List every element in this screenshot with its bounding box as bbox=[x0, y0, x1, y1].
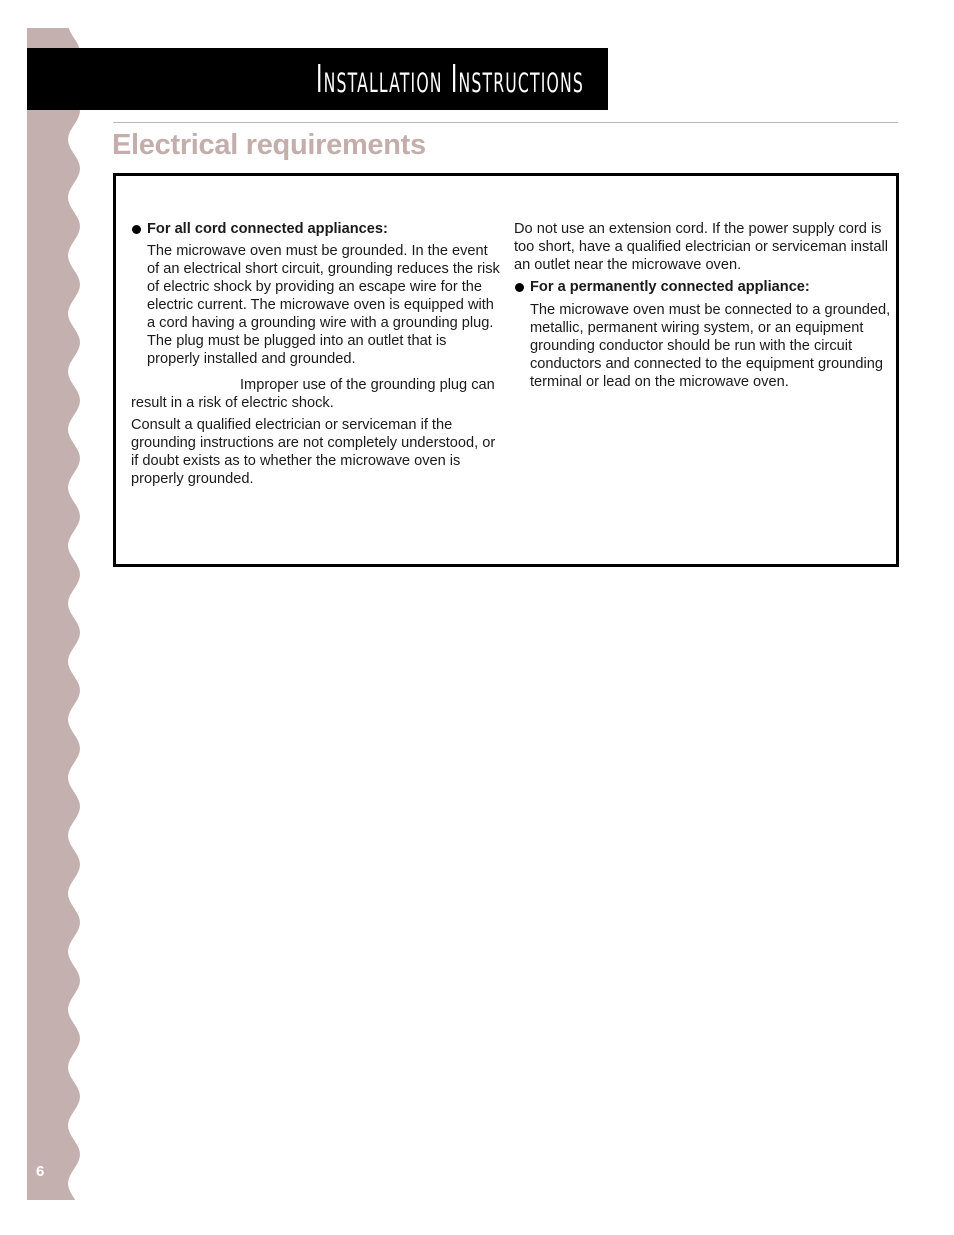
bullet-icon bbox=[132, 225, 141, 234]
bullet-heading-text: For all cord connected appliances: bbox=[147, 221, 388, 237]
content-box bbox=[113, 173, 899, 567]
bullet-icon bbox=[515, 283, 524, 292]
header-divider bbox=[113, 122, 898, 123]
bullet-heading-text: For a permanently connected appliance: bbox=[530, 279, 810, 295]
title-bar bbox=[27, 48, 608, 110]
page-title: Installation Instructions bbox=[316, 57, 584, 101]
left-column bbox=[131, 220, 501, 488]
grounding-paragraph: The microwave oven must be grounded. In the event of an electrical short circuit, grounding reduces the risk of electric shock by providing an escape wire for the electric current. The microwave oven is equipped with a cord having a grounding wire with a grounding plug. The plug must be plugged into an outlet that is properly installed and grounded. bbox=[147, 243, 500, 367]
decorative-wavy-band bbox=[27, 28, 87, 1200]
consult-paragraph: Consult a qualified electrician or serviceman if the grounding instructions are not completely understood, or if doubt exists as to whether the microwave oven is properly grounded. bbox=[131, 417, 496, 487]
page-number: 6 bbox=[36, 1163, 45, 1180]
warning-paragraph: Improper use of the grounding plug can result in a risk of electric shock. bbox=[131, 377, 495, 411]
bullet-heading-cord-connected bbox=[131, 220, 501, 238]
permanent-connection-paragraph: The microwave oven must be connected to a grounded, metallic, permanent wiring system, or an equipment grounding conductor should be run with the circuit conductors and connected to the equipment grounding terminal or lead on the microwave oven. bbox=[530, 302, 891, 390]
section-heading: Electrical requirements bbox=[112, 129, 426, 161]
bullet-heading-permanent bbox=[514, 278, 896, 296]
right-column bbox=[514, 220, 896, 391]
extension-cord-paragraph: Do not use an extension cord. If the power supply cord is too short, have a qualified electrician or serviceman install an outlet near the microwave oven. bbox=[514, 221, 888, 273]
